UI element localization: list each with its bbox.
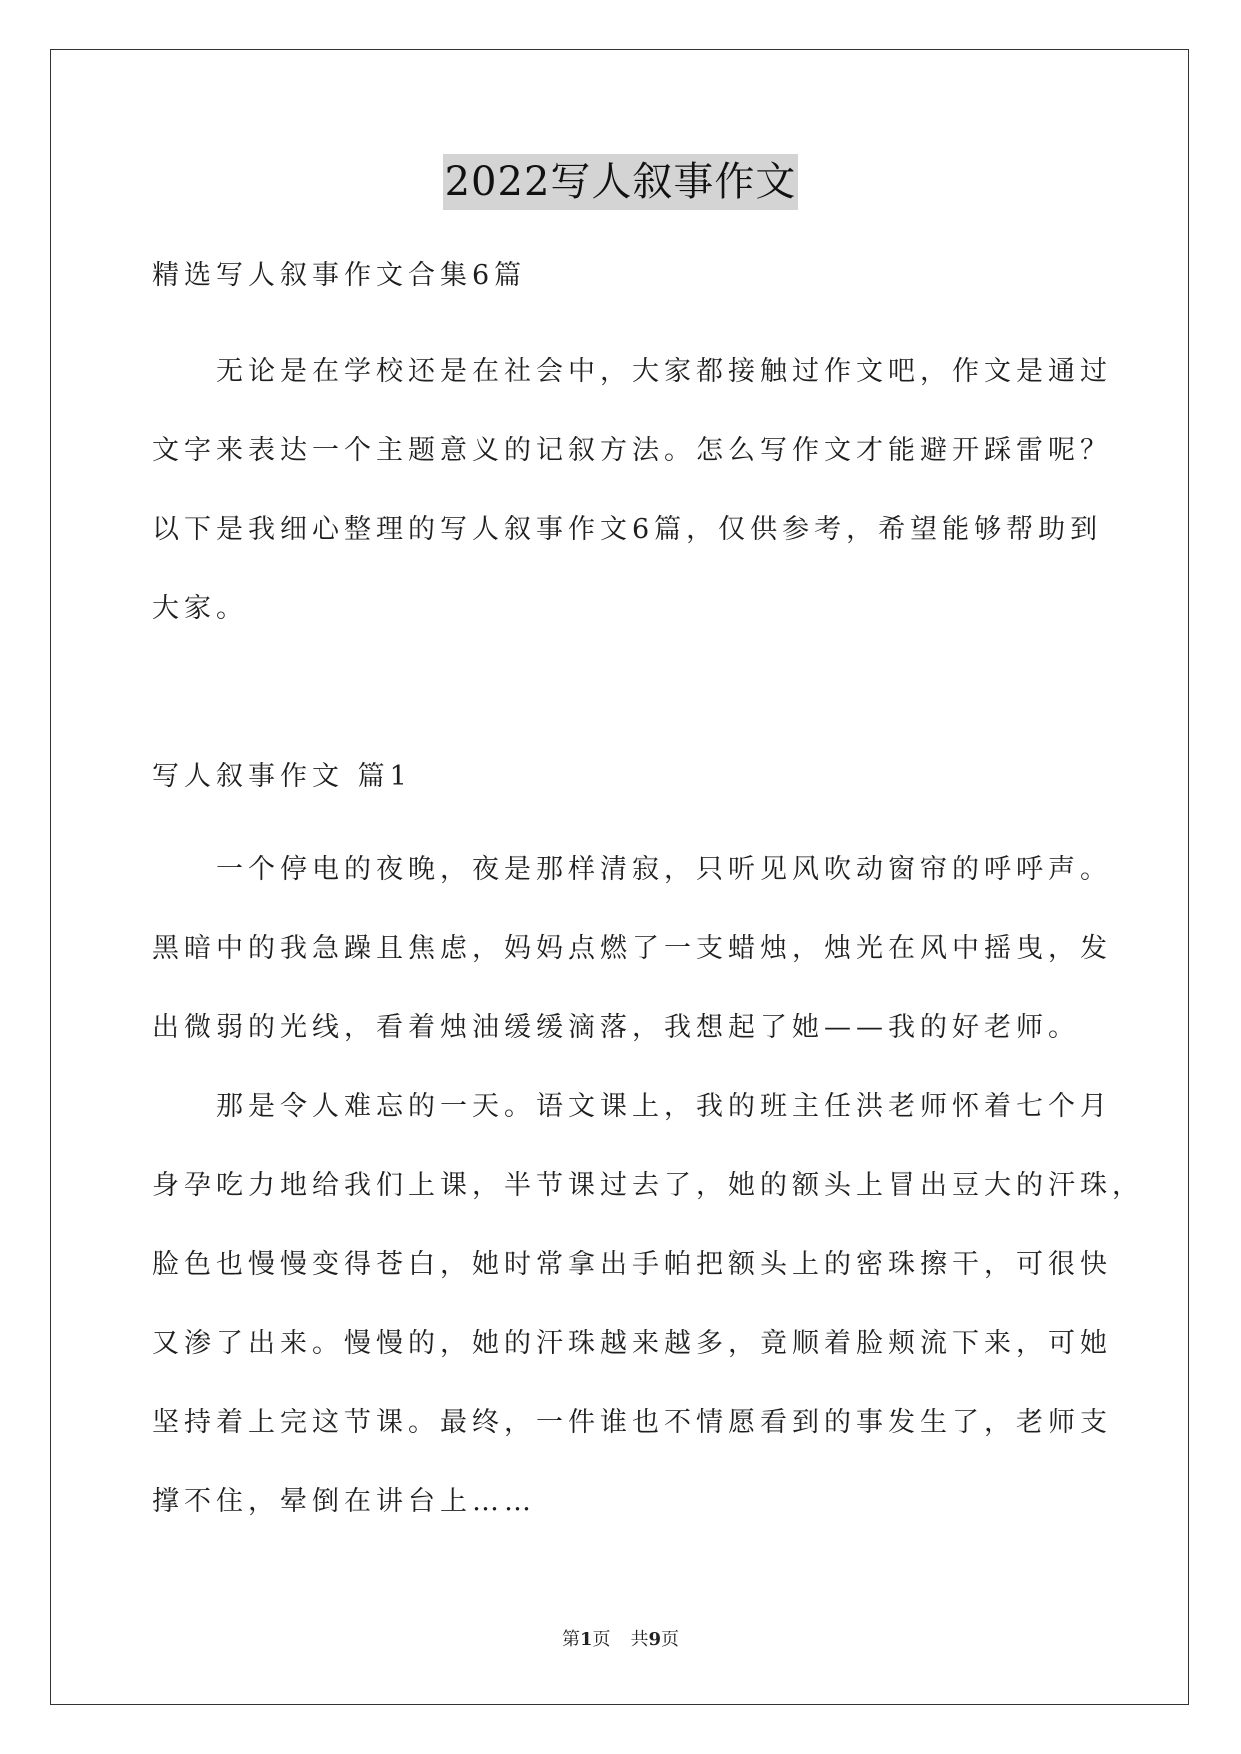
page-prefix: 第	[561, 1629, 580, 1650]
section-heading-block	[152, 737, 1092, 816]
page-footer	[0, 1628, 1241, 1652]
body-line: 撑不住，晕倒在讲台上……	[152, 1486, 536, 1517]
current-page-number: 1	[579, 1629, 593, 1650]
subtitle-block	[152, 236, 1092, 315]
intro-line: 文字来表达一个主题意义的记叙方法。怎么写作文才能避开踩雷呢？	[152, 435, 1112, 466]
title-container	[0, 154, 1241, 210]
body-line: 出微弱的光线，看着烛油缓缓滴落，我想起了她——我的好老师。	[152, 1012, 1080, 1043]
body-line: 那是令人难忘的一天。语文课上，我的班主任洪老师怀着七个月	[216, 1091, 1112, 1122]
body-line: 坚持着上完这节课。最终，一件谁也不情愿看到的事发生了，老师支	[152, 1407, 1112, 1438]
section-heading: 写人叙事作文 篇1	[152, 761, 412, 792]
body-line: 又渗了出来。慢慢的，她的汗珠越来越多，竟顺着脸颊流下来，可她	[152, 1328, 1112, 1359]
document-title: 2022写人叙事作文	[443, 154, 799, 210]
document-subtitle: 精选写人叙事作文合集6篇	[152, 260, 527, 291]
body-line: 一个停电的夜晚，夜是那样清寂，只听见风吹动窗帘的呼呼声。	[216, 854, 1112, 885]
body-line: 脸色也慢慢变得苍白，她时常拿出手帕把额头上的密珠擦干，可很快	[152, 1249, 1112, 1280]
section-body	[152, 830, 1144, 1541]
body-line: 黑暗中的我急躁且焦虑，妈妈点燃了一支蜡烛，烛光在风中摇曳，发	[152, 933, 1112, 964]
body-line: 身孕吃力地给我们上课，半节课过去了，她的额头上冒出豆大的汗珠，	[152, 1170, 1144, 1201]
total-page-number: 9	[648, 1629, 662, 1650]
total-suffix: 页	[661, 1629, 680, 1650]
intro-line: 无论是在学校还是在社会中，大家都接触过作文吧，作文是通过	[216, 356, 1112, 387]
intro-line: 大家。	[152, 593, 248, 624]
intro-line: 以下是我细心整理的写人叙事作文6篇，仅供参考，希望能够帮助到	[152, 514, 1103, 545]
page-suffix: 页	[592, 1629, 611, 1650]
total-prefix: 共	[630, 1629, 649, 1650]
intro-paragraph	[152, 332, 1112, 648]
